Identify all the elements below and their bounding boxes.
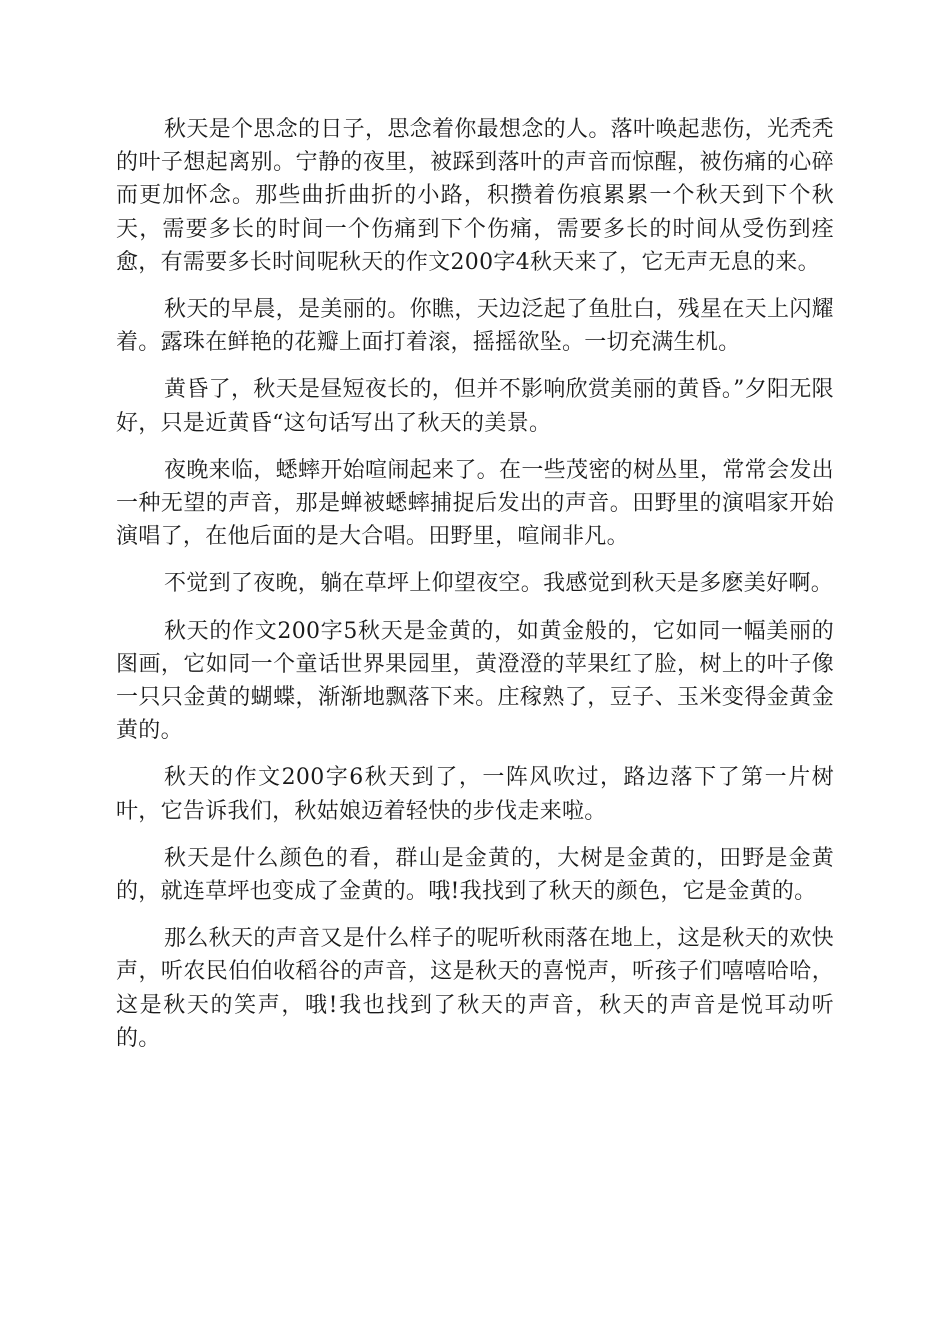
- paragraph-6: 秋天的作文200字5秋天是金黄的，如黄金般的，它如同一幅美丽的图画，它如同一个童话世界果园里，黄澄澄的苹果红了脸，树上的叶子像一只只金黄的蝴蝶，渐渐地飘落下来。庄稼熟了，豆子、玉米变得金黄金黄的。: [116, 618, 834, 744]
- paragraph-8: 秋天是什么颜色的看，群山是金黄的，大树是金黄的，田野是金黄的，就连草坪也变成了金黄的。哦!我找到了秋天的颜色，它是金黄的。: [116, 845, 834, 905]
- paragraph-2: 秋天的早晨，是美丽的。你瞧，天边泛起了鱼肚白，残星在天上闪耀着。露珠在鲜艳的花瓣上面打着滚，摇摇欲坠。一切充满生机。: [116, 297, 834, 356]
- paragraph-5: 不觉到了夜晚，躺在草坪上仰望夜空。我感觉到秋天是多麽美好啊。: [164, 571, 834, 597]
- paragraph-9: 那么秋天的声音又是什么样子的呢听秋雨落在地上，这是秋天的欢快声，听农民伯伯收稻谷的声音，这是秋天的喜悦声，听孩子们嘻嘻哈哈，这是秋天的笑声，哦!我也找到了秋天的声音，秋天的声音是悦耳动听的。: [116, 926, 834, 1051]
- paragraph-1: 秋天是个思念的日子，思念着你最想念的人。落叶唤起悲伤，光秃秃的叶子想起离别。宁静的夜里，被踩到落叶的声音而惊醒，被伤痛的心碎而更加怀念。那些曲折曲折的小路，积攒着伤痕累累一个秋天到下个秋天，需要多长的时间一个伤痛到下个伤痛，需要多长的时间从受伤到痊愈，有需要多长时间呢秋天的作文200字4秋天来了，它无声无息的来。: [116, 117, 834, 275]
- paragraph-4: 夜晚来临，蟋蟀开始喧闹起来了。在一些茂密的树丛里，常常会发出一种无望的声音，那是蝉被蟋蟀捕捉后发出的声音。田野里的演唱家开始演唱了，在他后面的是大合唱。田野里，喧闹非凡。: [116, 457, 834, 550]
- paragraph-3: 黄昏了，秋天是昼短夜长的，但并不影响欣赏美丽的黄昏。”夕阳无限好，只是近黄昏“这句话写出了秋天的美景。: [116, 377, 834, 436]
- document-body: [116, 113, 834, 1069]
- paragraph-7: 秋天的作文200字6秋天到了，一阵风吹过，路边落下了第一片树叶，它告诉我们，秋姑娘迈着轻快的步伐走来啦。: [116, 765, 834, 824]
